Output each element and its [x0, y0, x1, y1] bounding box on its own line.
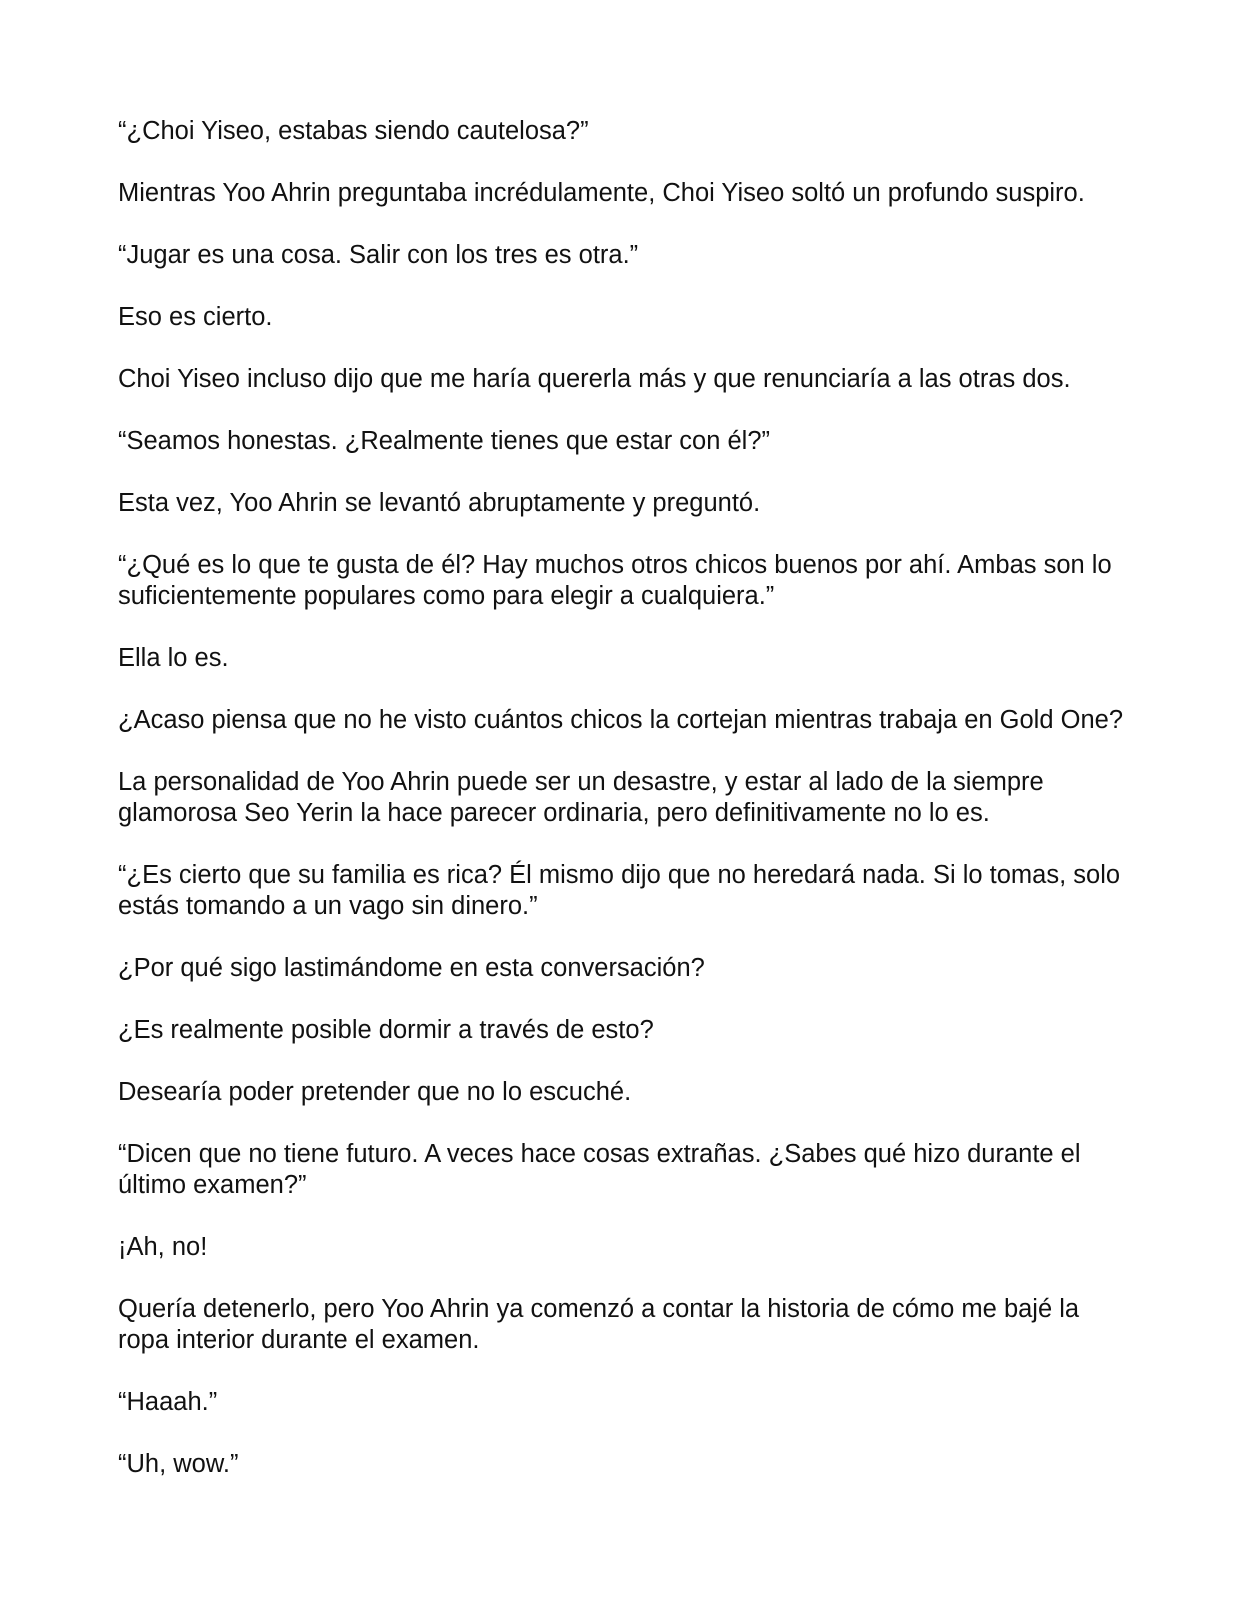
paragraph-15: Desearía poder pretender que no lo escuché. — [118, 1078, 632, 1106]
paragraph-12: “¿Es cierto que su familia es rica? Él mismo dijo que no heredará nada. Si lo tomas, solo estás tomando a un vago sin dinero.” — [118, 861, 1121, 920]
paragraph-8: “¿Qué es lo que te gusta de él? Hay muchos otros chicos buenos por ahí. Ambas son lo suficientemente populares como para elegir a cualquiera.” — [118, 551, 1112, 610]
paragraph-5: Choi Yiseo incluso dijo que me haría quererla más y que renunciaría a las otras dos. — [118, 365, 1071, 393]
paragraph-13: ¿Por qué sigo lastimándome en esta conversación? — [118, 954, 705, 982]
paragraph-6: “Seamos honestas. ¿Realmente tienes que estar con él?” — [118, 427, 771, 455]
document-page — [118, 116, 1128, 1511]
paragraph-14: ¿Es realmente posible dormir a través de esto? — [118, 1016, 654, 1044]
paragraph-16: “Dicen que no tiene futuro. A veces hace cosas extrañas. ¿Sabes qué hizo durante el último examen?” — [118, 1140, 1081, 1199]
paragraph-20: “Uh, wow.” — [118, 1450, 239, 1478]
paragraph-7: Esta vez, Yoo Ahrin se levantó abruptamente y preguntó. — [118, 489, 761, 517]
paragraph-17: ¡Ah, no! — [118, 1233, 208, 1261]
paragraph-2: Mientras Yoo Ahrin preguntaba incrédulamente, Choi Yiseo soltó un profundo suspiro. — [118, 179, 1085, 207]
paragraph-9: Ella lo es. — [118, 644, 229, 672]
paragraph-19: “Haaah.” — [118, 1388, 218, 1416]
paragraph-18: Quería detenerlo, pero Yoo Ahrin ya comenzó a contar la historia de cómo me bajé la ropa interior durante el examen. — [118, 1295, 1080, 1354]
paragraph-4: Eso es cierto. — [118, 303, 273, 331]
paragraph-11: La personalidad de Yoo Ahrin puede ser un desastre, y estar al lado de la siempre glamorosa Seo Yerin la hace parecer ordinaria, pero definitivamente no lo es. — [118, 768, 1044, 827]
paragraph-1: “¿Choi Yiseo, estabas siendo cautelosa?” — [118, 117, 589, 145]
paragraph-3: “Jugar es una cosa. Salir con los tres es otra.” — [118, 241, 639, 269]
paragraph-10: ¿Acaso piensa que no he visto cuántos chicos la cortejan mientras trabaja en Gold One? — [118, 706, 1123, 734]
